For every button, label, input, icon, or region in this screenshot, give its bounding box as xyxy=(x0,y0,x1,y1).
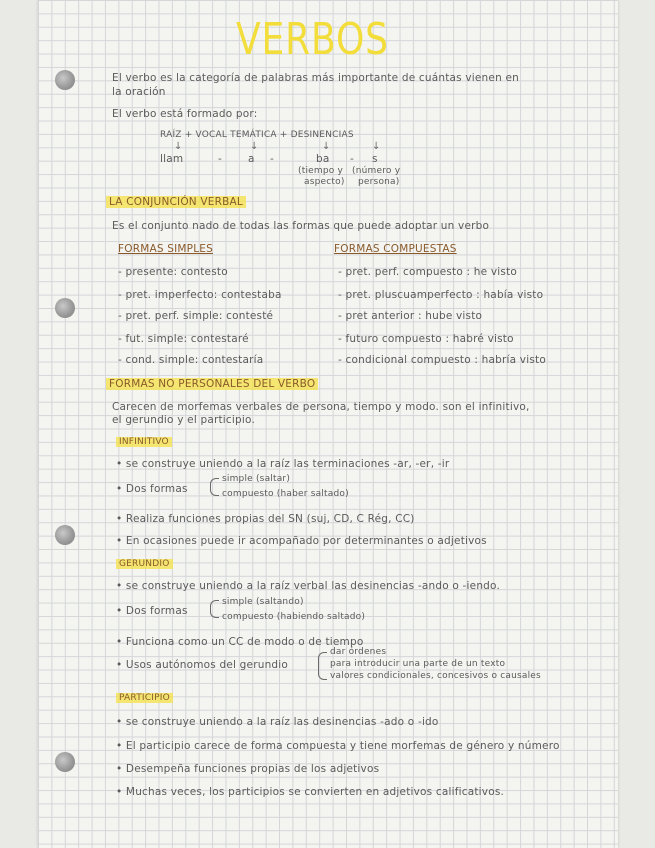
simple-forms-heading: FORMAS SIMPLES xyxy=(118,243,213,255)
formula-number: s xyxy=(372,153,378,165)
compound-form-item: - pret anterior : hube visto xyxy=(338,310,483,322)
conjugation-definition: Es el conjunto nado de todas las formas que puede adoptar un verbo xyxy=(112,220,490,232)
brace-icon xyxy=(318,652,327,680)
formula-tense: ba xyxy=(316,153,330,165)
formula-dash-3: - xyxy=(350,153,354,165)
formula-stem: llam xyxy=(160,153,184,165)
formula-tense-note-2: aspecto) xyxy=(304,177,345,187)
nonpersonal-def-2: el gerundio y el participio. xyxy=(112,414,255,426)
nonpersonal-def-1: Carecen de morfemas verbales de persona, tiempo y modo. son el infinitivo, xyxy=(112,401,530,413)
gerund-use-3: valores condicionales, concesivos o causales xyxy=(330,671,541,681)
simple-form-item: - fut. simple: contestaré xyxy=(118,333,249,345)
participle-bullet-1: • se construye uniendo a la raíz las desinencias -ado o -ido xyxy=(116,716,439,728)
formula-dash-2: - xyxy=(270,153,274,165)
down-arrow-icon: ↓ xyxy=(250,141,259,152)
compound-form-item: - futuro compuesto : habré visto xyxy=(338,333,514,345)
formula-number-note-2: persona) xyxy=(358,177,400,187)
simple-form-item: - pret. imperfecto: contestaba xyxy=(118,289,282,301)
gerund-use-1: dar órdenes xyxy=(330,647,387,657)
gerund-bullet-3: • Funciona como un CC de modo o de tiempo xyxy=(116,636,364,648)
binder-hole-1 xyxy=(55,70,75,90)
participle-heading: PARTICIPIO xyxy=(116,693,173,703)
compound-form-item: - pret. perf. compuesto : he visto xyxy=(338,266,518,278)
down-arrow-icon: ↓ xyxy=(372,141,381,152)
simple-form-item: - cond. simple: contestaría xyxy=(118,354,264,366)
gerund-bullet-1: • se construye uniendo a la raíz verbal las desinencias -ando o -iendo. xyxy=(116,580,501,592)
formula-tense-note-1: (tiempo y xyxy=(298,166,344,176)
infinitive-form-compound: compuesto (haber saltado) xyxy=(222,489,349,499)
participle-bullet-2: • El participio carece de forma compuesta y tiene morfemas de género y número xyxy=(116,740,560,752)
simple-form-item: - presente: contesto xyxy=(118,266,228,278)
compound-form-item: - condicional compuesto : habría visto xyxy=(338,354,546,366)
participle-bullet-4: • Muchas veces, los participios se convierten en adjetivos calificativos. xyxy=(116,786,505,798)
gerund-form-compound: compuesto (habiendo saltado) xyxy=(222,612,366,622)
infinitive-bullet-3: • Realiza funciones propias del SN (suj, CD, C Rég, CC) xyxy=(116,513,415,525)
brace-icon xyxy=(210,478,219,496)
gerund-heading: GERUNDIO xyxy=(116,559,173,569)
gerund-form-simple: simple (saltando) xyxy=(222,597,304,607)
down-arrow-icon: ↓ xyxy=(174,141,183,152)
compound-forms-heading: FORMAS COMPUESTAS xyxy=(334,243,457,255)
section-heading-conjugation: LA CONJUNCIÓN VERBAL xyxy=(106,196,246,208)
down-arrow-icon: ↓ xyxy=(322,141,331,152)
infinitive-heading: INFINITIVO xyxy=(116,437,172,447)
compound-form-item: - pret. pluscuamperfecto : había visto xyxy=(338,289,544,301)
formula-dash-1: - xyxy=(218,153,222,165)
formula-vowel: a xyxy=(248,153,255,165)
brace-icon xyxy=(210,600,219,618)
page-title: VERBOS xyxy=(236,14,389,65)
simple-form-item: - pret. perf. simple: contesté xyxy=(118,310,274,322)
section-heading-nonpersonal: FORMAS NO PERSONALES DEL VERBO xyxy=(106,378,318,390)
binder-hole-2 xyxy=(55,298,75,318)
formula-head: RAÍZ + VOCAL TEMÁTICA + DESINENCIAS xyxy=(160,130,354,140)
participle-bullet-3: • Desempeña funciones propias de los adjetivos xyxy=(116,763,380,775)
gerund-bullet-4: • Usos autónomos del gerundio xyxy=(116,659,289,671)
infinitive-bullet-2: • Dos formas xyxy=(116,483,188,495)
formula-number-note-1: (número y xyxy=(352,166,401,176)
intro-line-2: la oración xyxy=(112,86,166,98)
binder-hole-4 xyxy=(55,752,75,772)
gerund-use-2: para introducir una parte de un texto xyxy=(330,659,506,669)
intro-line-3: El verbo está formado por: xyxy=(112,108,258,120)
infinitive-bullet-4: • En ocasiones puede ir acompañado por determinantes o adjetivos xyxy=(116,535,487,547)
intro-line-1: El verbo es la categoría de palabras más importante de cuántas vienen en xyxy=(112,72,519,84)
infinitive-form-simple: simple (saltar) xyxy=(222,474,291,484)
gerund-bullet-2: • Dos formas xyxy=(116,605,188,617)
infinitive-bullet-1: • se construye uniendo a la raíz las terminaciones -ar, -er, -ir xyxy=(116,458,450,470)
binder-hole-3 xyxy=(55,525,75,545)
